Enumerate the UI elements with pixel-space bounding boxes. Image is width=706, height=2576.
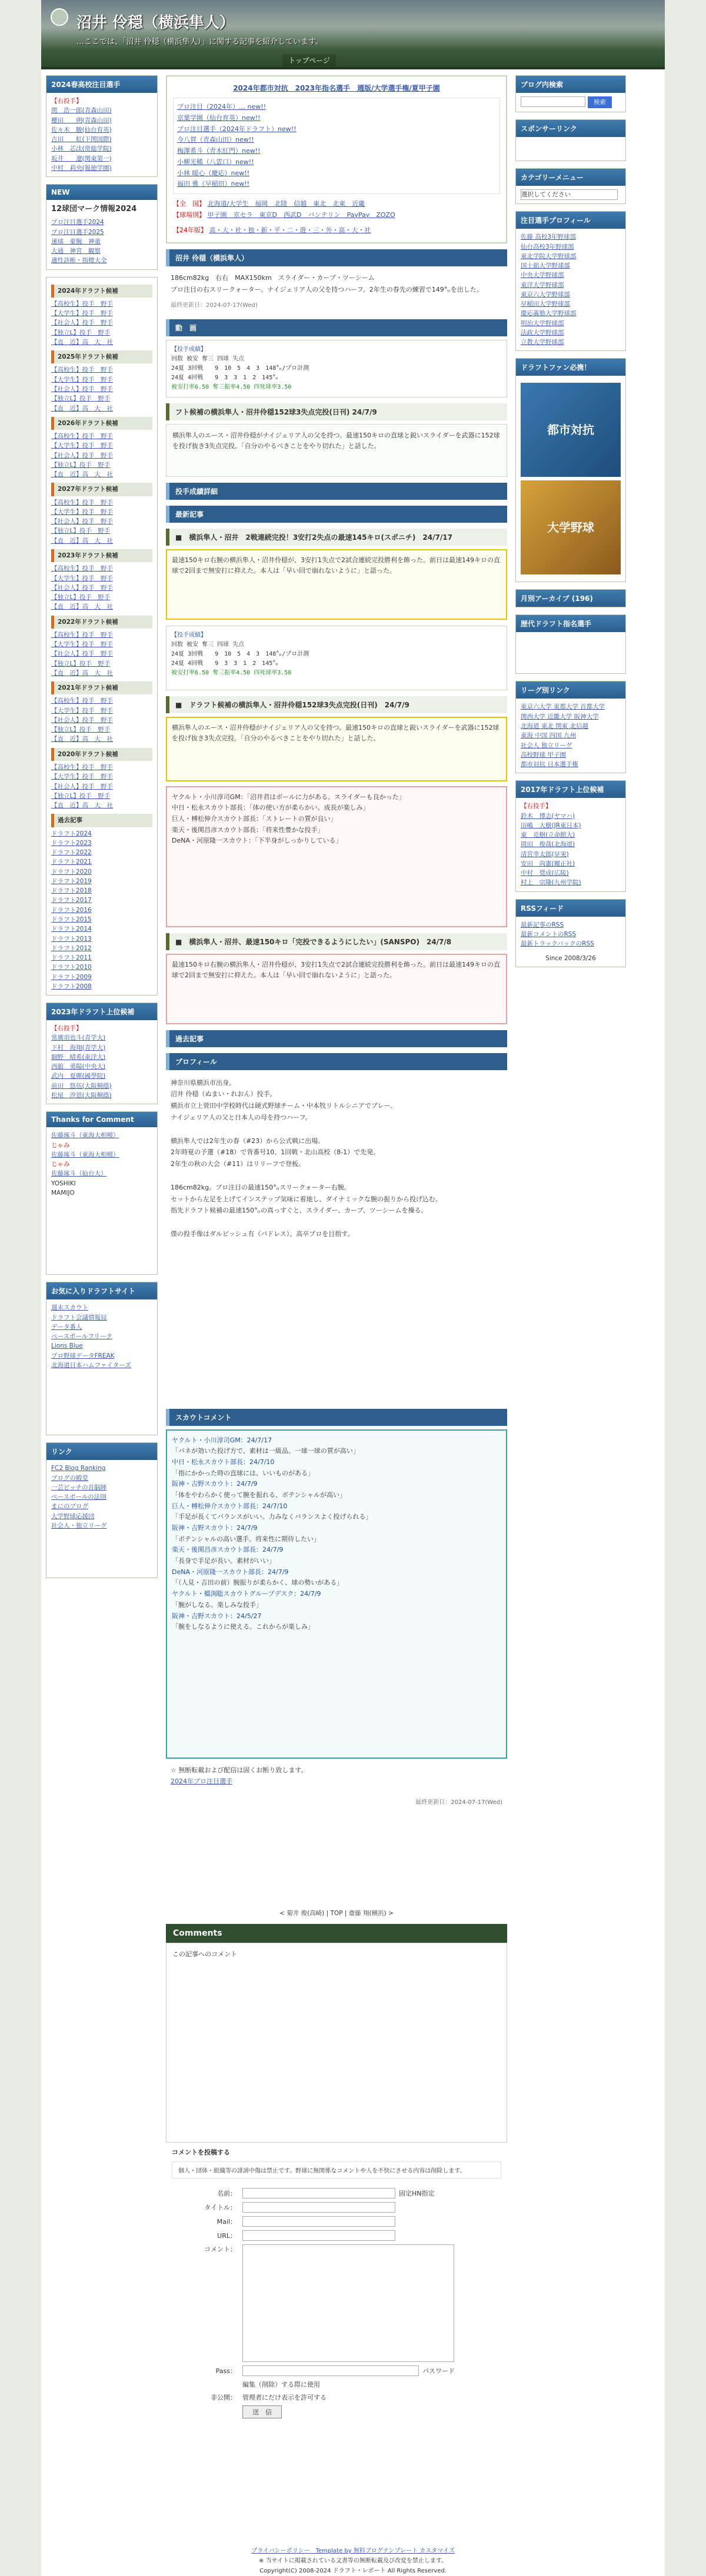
top-candidate[interactable]: 中村 奨成(広陵) [521, 870, 569, 877]
draft-year-link[interactable]: 【直 近】高 大 社 [51, 537, 113, 544]
npb-item[interactable]: 大通 神宮 観察 [51, 248, 101, 255]
past-year-link[interactable]: ドラフト2008 [51, 983, 92, 990]
scout-comment-line: 「（人見・吉田の前）腕振りが柔らかく、球の勢いがある」 [172, 1579, 344, 1587]
name-label: 名前： [217, 2189, 237, 2197]
news-ticker [173, 98, 500, 194]
search-button[interactable]: 検索 [588, 96, 612, 108]
past-year-link[interactable]: ドラフト2014 [51, 926, 92, 933]
video-section-title: 動 画 [166, 319, 507, 336]
footer-line[interactable]: プライバシーポリシー Template by 無料ブログテンプレート カスタマイズ [251, 2548, 455, 2554]
stats-row: 24夏 4回戦 9 3 3 1 2 145㌔ [171, 660, 279, 667]
scout-comment-line: 「バネが効いた投げ方で、素材は一級品。一球一球の質が高い」 [172, 1447, 359, 1455]
league-links-title: リーグ別リンク [516, 681, 625, 699]
draft-year-link[interactable]: 【独立L】投手 野手 [51, 792, 111, 800]
draft-year-link[interactable]: 【独立L】投手 野手 [51, 329, 111, 336]
draft-year-link[interactable]: 【社会人】投手 野手 [51, 452, 113, 459]
draft-year-link[interactable]: 【独立L】投手 野手 [51, 461, 111, 469]
scout-quote: ヤクルト・小川淳司GM：「沼井君はボールに力がある。スライダーも良かった」 [172, 793, 405, 801]
remember-hn[interactable]: 固定HN指定 [399, 2189, 435, 2197]
draft-year-title: 2023年ドラフト候補 [51, 549, 152, 562]
profile-line: ナイジェリア人の父と日本人の母を持つハーフ。 [171, 1113, 312, 1121]
left-attention-item[interactable]: 櫻田 朔(青森山田) [51, 116, 112, 124]
draft-year-link[interactable]: 【社会人】投手 野手 [51, 518, 113, 526]
profile-line: 神奈川県横浜市出身。 [171, 1078, 235, 1087]
scout-comment-line: 阪神・吉野スカウト：24/7/9 [172, 1524, 258, 1532]
rss-link[interactable]: 最新記事のRSS [521, 921, 564, 928]
past-year-link[interactable]: ドラフト2024 [51, 830, 92, 837]
attention-link[interactable]: 東洋大学野球部 [521, 281, 564, 289]
left-attention-item[interactable]: 関 浩一郎(青森山田) [51, 107, 112, 115]
scout-comment-line: 楽天・後関昌彦スカウト部長：24/7/9 [172, 1546, 284, 1554]
draft-year-link[interactable]: 【独立L】投手 野手 [51, 527, 111, 535]
upper-candidate[interactable]: 松尾 汐恩(大阪桐蔭) [51, 1091, 112, 1099]
attention-link[interactable]: 法政大学野球部 [521, 329, 564, 336]
past-year-link[interactable]: ドラフト2015 [51, 916, 92, 923]
npb-item[interactable]: 適性診断・指標大全 [51, 257, 107, 265]
main-content [166, 75, 507, 1809]
draft-year-link[interactable]: 【高校生】投手 野手 [51, 697, 113, 705]
draft-year-link[interactable]: 【直 近】高 大 社 [51, 338, 113, 346]
league-link[interactable]: 都市対抗 日本選手権 [521, 761, 578, 769]
scout-box-title: スカウトコメント [166, 1409, 507, 1426]
stats-row: 24夏 3回戦 9 10 5 4 3 148㌔/プロ計測 [171, 650, 309, 657]
comment-label: コメント： [204, 2245, 237, 2253]
url-input[interactable] [242, 2230, 395, 2241]
draft-fan-title: ドラフトファン必携！ [516, 359, 625, 376]
upper-candidate[interactable]: 武内 夏暉(國學院) [51, 1073, 106, 1080]
draft-year-link[interactable]: 【直 近】高 大 社 [51, 603, 113, 611]
comments-area [166, 1908, 507, 2428]
mail-label: Mail： [217, 2217, 237, 2226]
stadium-links[interactable]: 甲子園 京セラ 東京D 西武D バンテリン PayPay ZOZO [207, 211, 395, 219]
npb-item[interactable]: プロ注目選手2024 [51, 219, 104, 226]
comment-author[interactable]: MAMIJO [51, 1189, 75, 1197]
comment-author[interactable]: YOSHIKI [51, 1180, 76, 1187]
past-year-link[interactable]: ドラフト2022 [51, 849, 92, 857]
footer-note-text: 無断転載および配信は固くお断り致します。 [178, 1766, 308, 1774]
banner-title[interactable]: 2024年都市対抗 2023年指名選手 週版/大学選手権/夏甲子園 [233, 84, 440, 92]
comment-textarea[interactable] [242, 2244, 454, 2362]
attention-link[interactable]: 早稲田大学野球部 [521, 300, 570, 308]
news-item[interactable]: プロ注目選手（2024年ドラフト）new!! [177, 125, 297, 133]
draft-year-title: 2021年ドラフト候補 [51, 681, 152, 694]
scout-comment-line: 阪神・吉野スカウト：24/5/27 [172, 1612, 262, 1620]
comment-author[interactable]: 佐藤琢斗（東海大相模） [51, 1132, 119, 1140]
mail-input[interactable] [242, 2216, 395, 2227]
top-candidate[interactable]: 清宮幸太郎(早実) [521, 850, 569, 858]
stats-header: 回数 被安 奪三 四球 失点 [171, 355, 245, 362]
link-item[interactable]: ブログの殿堂 [51, 1474, 88, 1482]
pass-input[interactable] [242, 2365, 419, 2376]
draft-year-link[interactable]: 【高校生】投手 野手 [51, 631, 113, 639]
history-draft-title: 歴代ドラフト指名選手 [516, 615, 625, 632]
comments-heading: Comments [166, 1924, 507, 1943]
region-links[interactable]: 北海道/大学生 福岡 北陸 信越 東北 北東 近畿 [207, 199, 365, 208]
fav-sites-title: お気に入りドラフトサイト [46, 1282, 157, 1299]
league-link[interactable]: 北海道 東北 関東 北信越 [521, 722, 589, 730]
stats-row: 24夏 4回戦 9 3 3 1 2 145㌔ [171, 374, 279, 381]
scout-comment-line: 「腕をしなるように使える。これからが楽しみ」 [172, 1623, 314, 1631]
scout-comment-line: 「手足が長くてバランスがいい。力みなくバランスよく投げられる」 [172, 1513, 372, 1521]
article-nav[interactable]: < 菊井 俊(高崎) | TOP | 齋藤 翔(横浜) > [279, 1910, 394, 1917]
upper-candidate[interactable]: 細野 晴希(東洋大) [51, 1053, 106, 1061]
left-attention-item[interactable]: 中村 莉央(報徳学園) [51, 164, 112, 172]
draft-year-link[interactable]: 【高校生】投手 野手 [51, 764, 113, 771]
draft-year-link[interactable]: 【高校生】投手 野手 [51, 499, 113, 506]
news-item[interactable]: プロ注目（2024年）… new!! [177, 103, 267, 111]
scout-comment-line: 「指にかかった時の直球には、いいものがある」 [172, 1469, 314, 1477]
news-item[interactable]: 梅澤希斗（青木紅門）new!! [177, 147, 261, 155]
draft-year-link[interactable]: 【高校生】投手 野手 [51, 565, 113, 573]
news-item[interactable]: 京葉学園（仙台育英）new!! [177, 114, 261, 122]
footer-line: ※ 当サイトに掲載されている文書等の無断転載及び改変を禁止します。 [258, 2558, 448, 2564]
draft-year-link[interactable]: 【独立L】投手 野手 [51, 726, 111, 734]
footer-note: ☆ 無断転載および配信は固くお断り致します。 [171, 1766, 308, 1774]
past-year-link[interactable]: ドラフト2019 [51, 877, 92, 885]
search-input[interactable] [521, 96, 585, 107]
draft-year-link[interactable]: 【社会人】投手 野手 [51, 716, 113, 724]
link-item[interactable]: まにのブログ [51, 1503, 88, 1511]
link-item[interactable]: ベースボールの法則 [51, 1494, 106, 1501]
draft-year-link[interactable]: 【社会人】投手 野手 [51, 319, 113, 327]
scout-comment-line: 巨人・榑松伸介スカウト部長：24/7/10 [172, 1502, 288, 1510]
past-year-link[interactable]: ドラフト2021 [51, 858, 92, 866]
draft-year-link[interactable]: 【大学生】投手 野手 [51, 574, 113, 582]
comment-author[interactable]: じゃみ [51, 1141, 70, 1149]
past-year-link[interactable]: ドラフト2017 [51, 897, 92, 904]
profile-line: 僕の投手像はダルビッシュ有（パドレス）。高卒プロを目指す。 [171, 1229, 354, 1238]
scout-comment-line: 「腕がしなる。楽しみな投手」 [172, 1601, 262, 1609]
scout-quote: 中日・松永スカウト部長：「体の使い方が柔らかい。成長が楽しみ」 [172, 804, 369, 812]
comments-empty: この記事へのコメント [166, 1943, 507, 2143]
fav-site-link[interactable]: Lions Blue [51, 1342, 83, 1350]
left-new-title: NEW [46, 185, 157, 200]
blog-search-title: ブログ内検索 [516, 76, 625, 93]
news-item[interactable]: 小柳光稀（八雲口）new!! [177, 158, 254, 166]
link-title: リンク [46, 1443, 157, 1460]
magazine-ad[interactable]: 都市対抗 [521, 383, 621, 477]
pass-note: 編集（削除）する際に使用 [242, 2380, 320, 2388]
news2-title[interactable]: ■ ドラフト候補の横浜隼人・沼井伶穏152球3失点完投(日刊) 24/7/9 [166, 696, 507, 713]
fav-site-link[interactable]: ベースボールフリーク [51, 1333, 112, 1341]
fav-site-link[interactable]: プロ野球データFREAK [51, 1352, 115, 1359]
draft-year-link[interactable]: 【独立L】投手 野手 [51, 594, 111, 602]
page-title: 沼井 伶穏（横浜隼人） [76, 14, 235, 32]
draft-news-body [166, 424, 507, 477]
comment-author[interactable]: 佐藤琢斗（仙台大） [51, 1170, 107, 1178]
footer-link[interactable]: 2024年プロ注目選手 [171, 1778, 232, 1786]
url-label: URL： [217, 2231, 237, 2240]
league-link[interactable]: 社会人 独立リーグ [521, 741, 572, 749]
profile-line: セットから左足を上げてインステップ気味に着地し、ダイナミックな腕の振りから投げ込む。 [171, 1195, 442, 1203]
fav-site-link[interactable]: ドラフト会議情報局 [51, 1314, 107, 1321]
past-year-link[interactable]: ドラフト2011 [51, 954, 92, 962]
scout-quote: 楽天・後関昌彦スカウト部長：「将来性豊かな投手」 [172, 826, 324, 834]
scout-comment-line: ヤクルト・小川淳司GM：24/7/17 [172, 1436, 272, 1444]
footer-line: Copyright(C) 2008-2024 ドラフト・レポート All Rights Reserved. [259, 2568, 447, 2574]
draft-year-link[interactable]: 【直 近】高 大 社 [51, 802, 113, 810]
since-text: Since 2008/3/26 [545, 954, 596, 962]
draft-year-link[interactable]: 【大学生】投手 野手 [51, 442, 113, 450]
top-candidate[interactable]: 安田 尚憲(履正社) [521, 860, 575, 867]
news2-body: 横浜隼人のエース・沼井伶穏がナイジェリア人の父を持つ。最速150キロの直球と鋭いスライダーを武器に152球を投げ抜き3失点完投。「自分のやるべきことをやり切れた」と話した。 [166, 717, 507, 781]
profile-line: 2年時夏の予選（#18）で背番号10、1回戦・北山高校（8-1）で先発。 [171, 1148, 380, 1157]
draft-year-link[interactable]: 【直 近】高 大 社 [51, 471, 113, 479]
scout-comment-line: 中日・松永スカウト部長：24/7/10 [172, 1458, 275, 1466]
past-year-link[interactable]: ドラフト2018 [51, 887, 92, 895]
stadium-label: 【球場別】 [173, 211, 205, 219]
fav-site-link[interactable]: データ番人 [51, 1323, 82, 1331]
draft-year-title: 2027年ドラフト候補 [51, 483, 152, 496]
left-attention-item[interactable]: 佐々木 駿(仙台育英) [51, 126, 112, 133]
left-section-sub: 【右投手】 [51, 98, 82, 105]
draft-news-line[interactable]: フト候補の横浜隼人・沼井伶穏152球3失点完投(日刊) 24/7/9 [166, 403, 507, 420]
scout-comment-line: DeNA・河原隆一スカウト部長：24/7/9 [172, 1568, 289, 1576]
right-sidebar [515, 75, 626, 1809]
past-year-link[interactable]: ドラフト2013 [51, 935, 92, 943]
news-item[interactable]: 福田 雅（早稲田）new!! [177, 180, 250, 188]
league-link[interactable]: 高校野球 甲子園 [521, 751, 566, 759]
top-candidate[interactable]: 東 克樹(立命館大) [521, 831, 575, 839]
archive-title: 月別アーカイブ (196) [516, 590, 625, 607]
draft-year-title: 2022年ドラフト候補 [51, 616, 152, 629]
draft-year-link[interactable]: 【直 近】高 大 社 [51, 736, 113, 743]
draft-year-link[interactable]: 【大学生】投手 野手 [51, 707, 113, 714]
pw-checkbox[interactable]: パスワード [422, 2367, 455, 2375]
top-candidate[interactable]: 村上 宗隆(九州学院) [521, 879, 581, 887]
profile-line: 2年生の秋の大会（#11）はリリーフで登板。 [171, 1160, 305, 1168]
draft-year-link[interactable]: 【直 近】高 大 社 [51, 405, 113, 412]
page [41, 0, 665, 2576]
attention-link[interactable]: 東北学院大学野球部 [521, 252, 577, 260]
stats-table-2 [166, 626, 507, 690]
attention-link[interactable]: 立教大学野球部 [521, 339, 564, 346]
stats-total: 被安打率6.50 奪三振率4.50 四死球率3.50 [171, 383, 292, 390]
scout-comment-line: ヤクルト・橿渕聡スカウトグループデスク：24/7/9 [172, 1590, 321, 1598]
year-label: 【24年版】 [173, 226, 207, 235]
profile-line: 横浜市立上菅田中学校時代は硬式野球チーム・中本牧リトルシニアでプレー。 [171, 1102, 397, 1110]
profile-line: 指先ドラフト候補の最速150㌔の真っすぐと、スライダー、カーブ、ツーシームを操る。 [171, 1207, 428, 1215]
attention-link[interactable]: 慶応義塾大学野球部 [521, 310, 577, 318]
final-updated: 最終更新日：2024-07-17(Wed) [415, 1799, 502, 1806]
year-links[interactable]: 高・大・社・独・新・平・二・遊・三・外・高・大・社 [209, 226, 371, 235]
stats-title: 【投手成績】 [171, 632, 207, 639]
profile-line: 沼井 伶穏（ぬまい・れおん）投手。 [171, 1090, 277, 1098]
draft-year-title: 2024年ドラフト候補 [51, 285, 152, 298]
top-candidate-sub: 【右投手】 [521, 803, 552, 810]
draft-year-link[interactable]: 【社会人】投手 野手 [51, 650, 113, 658]
left-attention-item[interactable]: 小林 芯汰(常総学院) [51, 145, 112, 153]
attention-link[interactable]: 仙台高校3年野球部 [521, 243, 574, 250]
stats-header: 回数 被安 奪三 四球 失点 [171, 641, 245, 648]
news3-title[interactable]: ■ 横浜隼人・沼井、最速150キロ「完投できるようにしたい」(SANSPO) 24/7/8 [166, 933, 507, 950]
news3-body [166, 954, 507, 1024]
past-year-link[interactable]: ドラフト2020 [51, 868, 92, 876]
page-subtitle: …ここでは、「沼井 伶穏（横浜隼人）」に関する記事を紹介しています。 [76, 38, 324, 46]
top-candidate[interactable]: 鈴木 博志(ヤマハ) [521, 812, 575, 820]
upper-candidate[interactable]: 前田 悠伍(大阪桐蔭) [51, 1082, 112, 1090]
scout-quotes-box [166, 786, 507, 927]
sponsor-title: スポンサーリンク [516, 120, 625, 137]
top-candidate[interactable]: 田嶋 大樹(JR東日本) [521, 821, 581, 829]
attention-link[interactable]: 国士舘大学野球部 [521, 262, 570, 270]
comment-rules: 個人・団体・組織等の誹謗中傷は禁止です。野球に無関係なコメントや人を不快にさせる内容は削除します。 [172, 2161, 501, 2179]
site-footer [41, 2546, 665, 2576]
scout-comment-line: 「ポテンシャルの高い選手。将来性に期待したい」 [172, 1535, 320, 1543]
rss-link[interactable]: 最新コメントのRSS [521, 930, 577, 938]
fav-site-link[interactable]: 週末スカウト [51, 1304, 88, 1312]
upper-candidate[interactable]: 常廣羽也斗(青学大) [51, 1034, 106, 1042]
draft-year-link[interactable]: 【大学生】投手 野手 [51, 376, 113, 383]
npb-item[interactable]: 速球 豪腕 神童 [51, 238, 101, 245]
name-input[interactable] [242, 2188, 395, 2199]
past-year-link[interactable]: ドラフト2016 [51, 906, 92, 914]
site-logo-icon [51, 8, 68, 26]
scout-comment-line: 阪神・吉野スカウト：24/7/9 [172, 1480, 258, 1488]
past-year-link[interactable]: ドラフト2010 [51, 964, 92, 971]
attention-profile-title: 注目選手プロフィール [516, 212, 625, 229]
scout-quote: DeNA・河原隆一スカウト：「下半身がしっかりしている」 [172, 837, 342, 845]
rss-link[interactable]: 最新トラックバックのRSS [521, 940, 594, 948]
rss-title: RSSフィード [516, 900, 625, 917]
draft-year-link[interactable]: 【社会人】投手 野手 [51, 584, 113, 592]
site-header [41, 0, 665, 69]
left-section-title: 2024春高校注目選手 [46, 76, 157, 93]
draft-year-link[interactable]: 【直 近】高 大 社 [51, 669, 113, 677]
stats-row: 24夏 3回戦 9 10 5 4 3 148㌔/プロ計測 [171, 365, 309, 372]
secret-label: 非公開： [211, 2393, 237, 2401]
attention-link[interactable]: 佐藤 高校3年野球部 [521, 233, 577, 241]
scout-quote: 巨人・榑松伸介スカウト部長：「ストレートの質が良い」 [172, 814, 337, 823]
past-year-link[interactable]: ドラフト2012 [51, 944, 92, 952]
link-item[interactable]: FC2 Blog Ranking [51, 1465, 106, 1472]
draft-year-link[interactable]: 【高校生】投手 野手 [51, 433, 113, 440]
link-item[interactable]: 大学野球応援団 [51, 1512, 95, 1520]
npb-item[interactable]: プロ注目選手2025 [51, 228, 104, 236]
left-sidebar [46, 75, 158, 1809]
upper-candidate[interactable]: 西舘 勇陽(中央大) [51, 1063, 106, 1071]
updated-date: 最終更新日：2024-07-17(Wed) [171, 302, 258, 309]
left-upper-title: 2023年ドラフト上位候補 [46, 1003, 157, 1020]
left-attention-list [51, 106, 152, 173]
draft-year-link[interactable]: 【大学生】投手 野手 [51, 641, 113, 649]
top-candidate[interactable]: 岡田 俊哉(北海道) [521, 841, 575, 848]
comment-author[interactable]: じゃみ [51, 1161, 70, 1168]
link-item[interactable]: 社会人・独立リーグ [51, 1522, 107, 1529]
past-year-link[interactable]: ドラフト2023 [51, 839, 92, 847]
region-label: 【全 国】 [173, 199, 205, 208]
npb-mark-title: 12球団マーク情報2024 [51, 205, 137, 214]
stats-title: 【投手成績】 [171, 346, 207, 353]
draft-year-title: 2020年ドラフト候補 [51, 748, 152, 761]
comment-author[interactable]: 佐藤琢斗（東海大相模） [51, 1151, 119, 1158]
link-item[interactable]: 一芸ピッチの首脳陣 [51, 1484, 107, 1491]
news3-text: 最速150キロ右腕の横浜隼人・沼井伶穏が、3安打1失点で2試合連続完投勝利を飾った。前日は最速149キロの直球で2回まで無安打に抑えた。本人は「早い回で崩れないように」と語った。 [172, 960, 500, 980]
category-select[interactable]: 選択してください [521, 189, 618, 200]
category-title: カテゴリーメニュー [516, 169, 625, 186]
title-input[interactable] [242, 2202, 395, 2213]
past-year-link[interactable]: ドラフト2009 [51, 973, 92, 981]
news-item[interactable]: 小林 暖心（慶応）new!! [177, 169, 250, 177]
past-articles-title: 過去記事 [51, 814, 152, 827]
league-link[interactable]: 東海 中国 四国 九州 [521, 732, 577, 740]
draft-year-link[interactable]: 【社会人】投手 野手 [51, 385, 113, 393]
latest-section-title: 最新記事 [166, 506, 507, 523]
top-page-link[interactable]: トップページ [282, 54, 336, 66]
profile-line: 186cm82kg。プロ注目の最速150㌔スリークォーター右腕。 [171, 1183, 351, 1191]
player-description: プロ注目の右スリークォーター。ナイジェリア人の父を持つハーフ。2年生の春先の練習で149㌔を出した。 [171, 285, 483, 293]
stats-total: 被安打率6.50 奪三振率4.50 四死球率3.50 [171, 669, 292, 676]
news1-body: 最速150キロ右腕の横浜隼人・沼井伶穏が、3安打1失点で2試合連続完投勝利を飾った。前日は最速149キロの直球で2回まで無安打に抑えた。本人は「早い回で崩れないように」と語った。 [166, 549, 507, 620]
profile-line: 横浜隼人では2年生の春（#23）から公式戦に出場。 [171, 1137, 325, 1145]
top-candidate-title: 2017年ドラフト上位候補 [516, 781, 625, 798]
fav-site-link[interactable]: 北海道日本ハムファイターズ [51, 1361, 131, 1369]
post-comment-title: コメントを投稿する [172, 2148, 230, 2156]
attention-link[interactable]: 明治大学野球部 [521, 319, 564, 327]
draft-year-link[interactable]: 【独立L】投手 野手 [51, 660, 111, 667]
draft-news-text: 横浜隼人のエース・沼井伶穏がナイジェリア人の父を持つ。最速150キロの直球と鋭いスライダーを武器に152球を投げ抜き3失点完投。「自分のやるべきことをやり切れた」と話した。 [172, 431, 500, 450]
league-link[interactable]: 関西大学 近畿大学 阪神大学 [521, 713, 599, 720]
draft-year-title: 2026年ドラフト候補 [51, 417, 152, 430]
draft-year-link[interactable]: 【大学生】投手 野手 [51, 508, 113, 516]
profile-body [166, 1074, 507, 1403]
news-item[interactable]: 今八賀（青森山田）new!! [177, 136, 254, 144]
league-link[interactable]: 東京六大学 東都大学 首都大学 [521, 703, 605, 711]
draft-candidate-blocks [46, 278, 157, 995]
left-upper-sub: 【右投手】 [51, 1025, 82, 1033]
magazine-ad[interactable]: 大学野球 [521, 480, 621, 574]
left-attention-item[interactable]: 坂井 遼(関東第一) [51, 155, 112, 162]
left-attention-item[interactable]: 吉田 虹(下関国際) [51, 136, 112, 143]
draft-year-link[interactable]: 【独立L】投手 野手 [51, 395, 111, 403]
hide-checkbox[interactable]: 管理者にだけ表示を許可する [242, 2393, 327, 2401]
scout-comment-box [166, 1429, 507, 1759]
submit-button[interactable]: 送 信 [242, 2405, 282, 2418]
profile-section-title: プロフィール [166, 1053, 507, 1070]
player-heading: 沼井 伶穏（横浜隼人） [166, 249, 507, 266]
scout-comment-line: 「長身で手足が長い。素材がいい」 [172, 1557, 275, 1565]
attention-link[interactable]: 東京六大学野球部 [521, 290, 570, 298]
player-profile: 186cm82kg 右右 MAX150km スライダー・カーブ・ツーシーム [171, 273, 375, 282]
pitch-section-title: 投手成績詳細 [166, 483, 507, 500]
title-label: タイトル： [204, 2203, 237, 2211]
draft-year-link[interactable]: 【大学生】投手 野手 [51, 310, 113, 318]
draft-year-title: 2025年ドラフト候補 [51, 350, 152, 363]
thanks-comment-title: Thanks for Comment [46, 1112, 157, 1127]
news1-title[interactable]: ■ 横浜隼人・沼井 2戦連続完投！3安打2失点の最速145キロ(スポニチ) 24/7/17 [166, 529, 507, 546]
pass-label: Pass： [215, 2367, 237, 2375]
draft-year-link[interactable]: 【社会人】投手 野手 [51, 783, 113, 790]
draft-year-link[interactable]: 【大学生】投手 野手 [51, 773, 113, 781]
upper-candidate[interactable]: 下村 海翔(青学大) [51, 1044, 106, 1051]
attention-link[interactable]: 中央大学野球部 [521, 272, 564, 279]
draft-year-link[interactable]: 【高校生】投手 野手 [51, 300, 113, 308]
scout-comment-line: 「体をやわらかく使って腕を振れる、ボテンシャルが高い」 [172, 1491, 346, 1499]
draft-year-link[interactable]: 【高校生】投手 野手 [51, 366, 113, 374]
stats-table [166, 340, 507, 397]
past-section-title: 過去記事 [166, 1030, 507, 1047]
